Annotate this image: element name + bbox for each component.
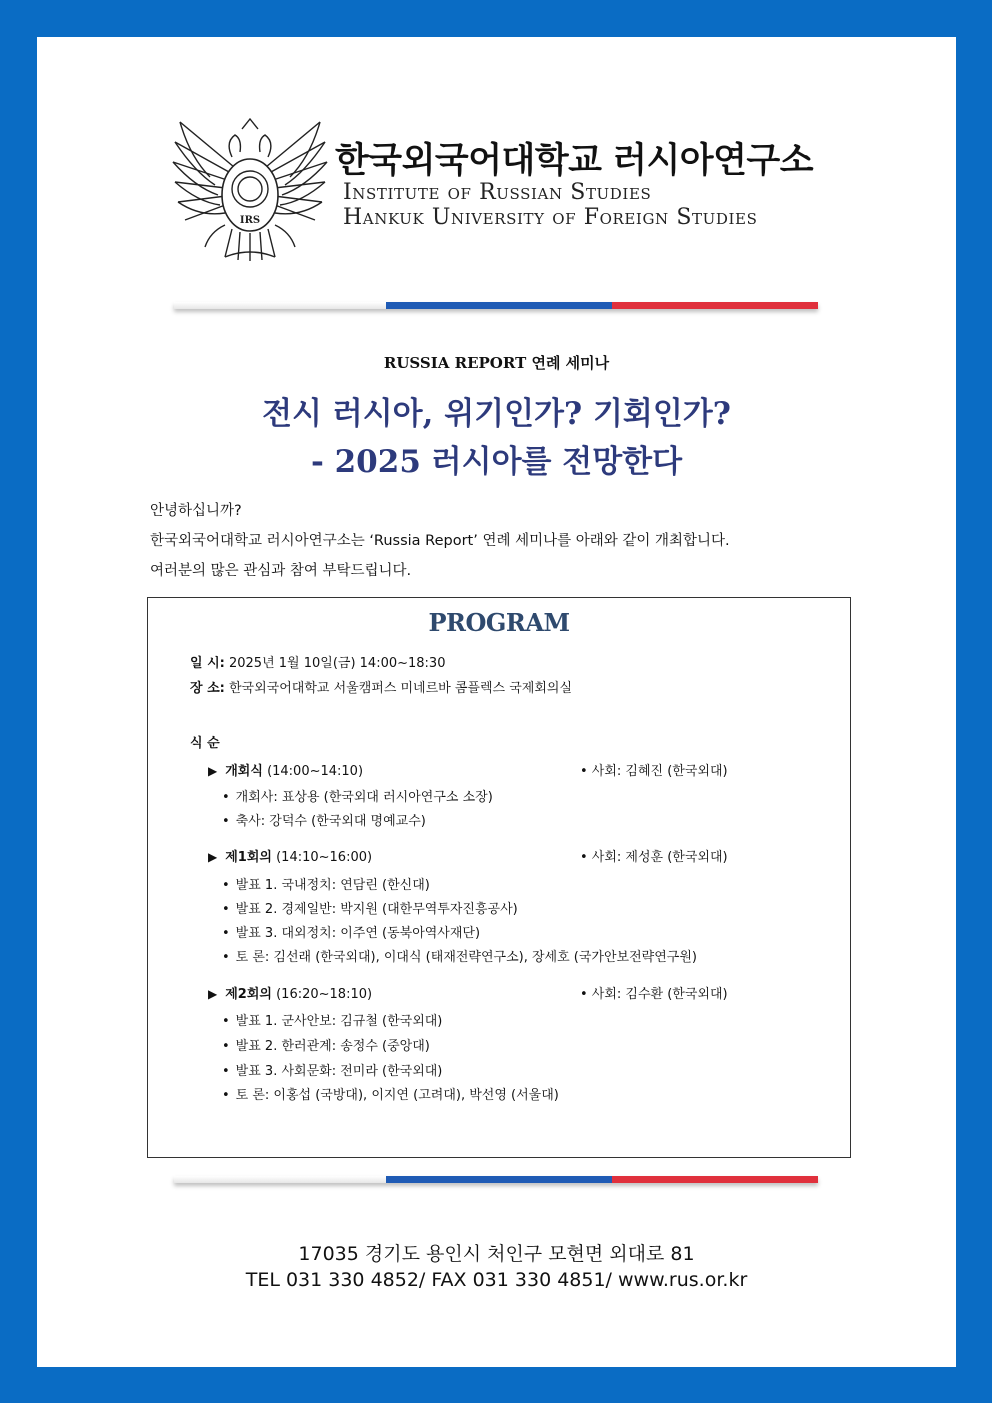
triangle-icon: ▶ [208, 987, 218, 1001]
intro-text: 한국외국어대학교 러시아연구소는 ‘Russia Report’ 연례 세미나를 아래와 같이 개최합니다. [150, 533, 730, 549]
session-moderator: • 사회: 김혜진 (한국외대) [580, 764, 728, 779]
date-row [190, 652, 445, 671]
eagle-emblem-icon [170, 117, 330, 262]
session-header [208, 760, 363, 779]
list-item: • 축사: 강덕수 (한국외대 명예교수) [222, 814, 426, 829]
session-time: (16:20~18:10) [276, 987, 373, 1002]
session-moderator: • 사회: 제성훈 (한국외대) [580, 850, 728, 865]
order-label: 식 순 [190, 736, 220, 751]
list-item: • 발표 2. 한러관계: 송정수 (중앙대) [222, 1039, 430, 1054]
date-label: 일 시: [190, 656, 225, 671]
session-moderator: • 사회: 김수환 (한국외대) [580, 987, 728, 1002]
list-item: • 발표 3. 사회문화: 전미라 (한국외대) [222, 1064, 443, 1079]
list-item: • 개회사: 표상용 (한국외대 러시아연구소 소장) [222, 790, 493, 805]
session-time: (14:00~14:10) [267, 764, 364, 779]
program-title: PROGRAM [428, 608, 570, 637]
triangle-icon: ▶ [208, 850, 218, 864]
triangle-icon: ▶ [208, 764, 218, 778]
seminar-title-line2: - 2025 러시아를 전망한다 [310, 444, 683, 480]
session-name: 제2회의 [225, 987, 272, 1002]
document-page [37, 37, 956, 1367]
footer-address: 17035 경기도 용인시 처인구 모현면 외대로 81 [298, 1243, 695, 1265]
institute-name-korean: 한국외국어대학교 러시아연구소 [335, 141, 814, 181]
series-label: RUSSIA REPORT 연례 세미나 [383, 354, 610, 372]
request-text: 여러분의 많은 관심과 참여 부탁드립니다. [150, 563, 412, 579]
session-header [208, 846, 372, 865]
session-time: (14:10~16:00) [276, 850, 373, 865]
list-item: • 발표 1. 군사안보: 김규철 (한국외대) [222, 1014, 443, 1029]
program-box [147, 597, 851, 1158]
emblem-label: IRS [239, 215, 261, 226]
place-label: 장 소: [190, 681, 225, 696]
tricolor-divider-bottom [174, 1176, 818, 1183]
seminar-title-line1: 전시 러시아, 위기인가? 기회인가? [262, 396, 731, 432]
institute-name-english-line2: Hankuk University of Foreign Studies [343, 205, 758, 230]
session-name: 개회식 [225, 764, 263, 779]
list-item: • 토 론: 이홍섭 (국방대), 이지연 (고려대), 박선영 (서울대) [222, 1088, 559, 1103]
tricolor-divider-top [174, 302, 818, 309]
place-value: 한국외국어대학교 서울캠퍼스 미네르바 콤플렉스 국제회의실 [228, 681, 573, 696]
list-item: • 발표 3. 대외정치: 이주연 (동북아역사재단) [222, 926, 481, 941]
list-item: • 발표 1. 국내정치: 연담린 (한신대) [222, 878, 430, 893]
session-header [208, 983, 372, 1002]
institute-name-english-line1: Institute of Russian Studies [343, 180, 652, 205]
session-name: 제1회의 [225, 850, 272, 865]
date-value: 2025년 1월 10일(금) 14:00~18:30 [228, 656, 446, 671]
place-row [190, 677, 572, 696]
footer-contact: TEL 031 330 4852/ FAX 031 330 4851/ www.rus.or.kr [245, 1269, 748, 1291]
list-item: • 토 론: 김선래 (한국외대), 이대식 (태재전략연구소), 장세호 (국가안보전략연구원) [222, 950, 697, 965]
greeting-text: 안녕하십니까? [150, 503, 242, 519]
list-item: • 발표 2. 경제일반: 박지원 (대한무역투자진흥공사) [222, 902, 518, 917]
